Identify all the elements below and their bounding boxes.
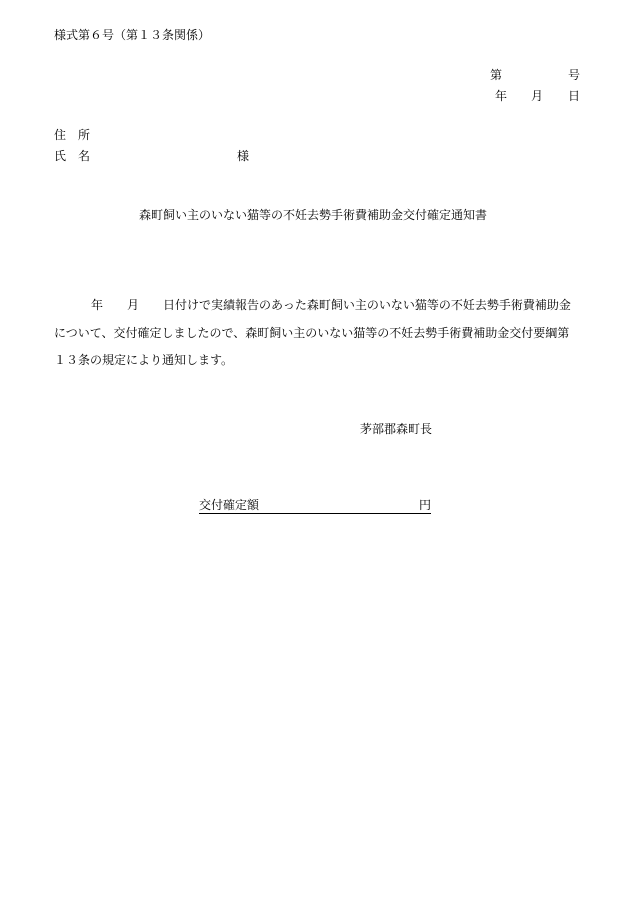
document-number-suffix: 号 <box>568 68 581 82</box>
form-number: 様式第６号（第１３条関係） <box>54 28 211 42</box>
date-month-label: 月 <box>531 89 544 103</box>
name-label-part1: 氏 <box>54 149 67 163</box>
date-year-label: 年 <box>495 89 508 103</box>
date-day-label: 日 <box>568 89 581 103</box>
confirmed-amount-field <box>199 497 431 514</box>
document-number-prefix: 第 <box>490 68 503 82</box>
address-label-part1: 住 <box>54 128 67 142</box>
confirmed-amount-label: 交付確定額 <box>199 498 260 512</box>
amount-unit: 円 <box>418 498 431 512</box>
body-year-label: 年 <box>91 298 104 312</box>
document-title: 森町飼い主のいない猫等の不妊去勢手術費補助金交付確定通知書 <box>139 208 488 222</box>
body-month-label: 月 <box>127 298 140 312</box>
body-text-line2: について、交付確定しましたので、森町飼い主のいない猫等の不妊去勢手術費補助金交付要綱第 <box>54 326 570 340</box>
recipient-honorific: 様 <box>237 149 250 163</box>
body-text-line3: １３条の規定により通知します。 <box>54 353 234 367</box>
body-text-line1: 日付けで実績報告のあった森町飼い主のいない猫等の不妊去勢手術費補助金 <box>163 298 571 312</box>
address-label-part2: 所 <box>78 128 91 142</box>
name-label-part2: 名 <box>78 149 91 163</box>
issuer-name: 茅部郡森町長 <box>360 422 433 436</box>
